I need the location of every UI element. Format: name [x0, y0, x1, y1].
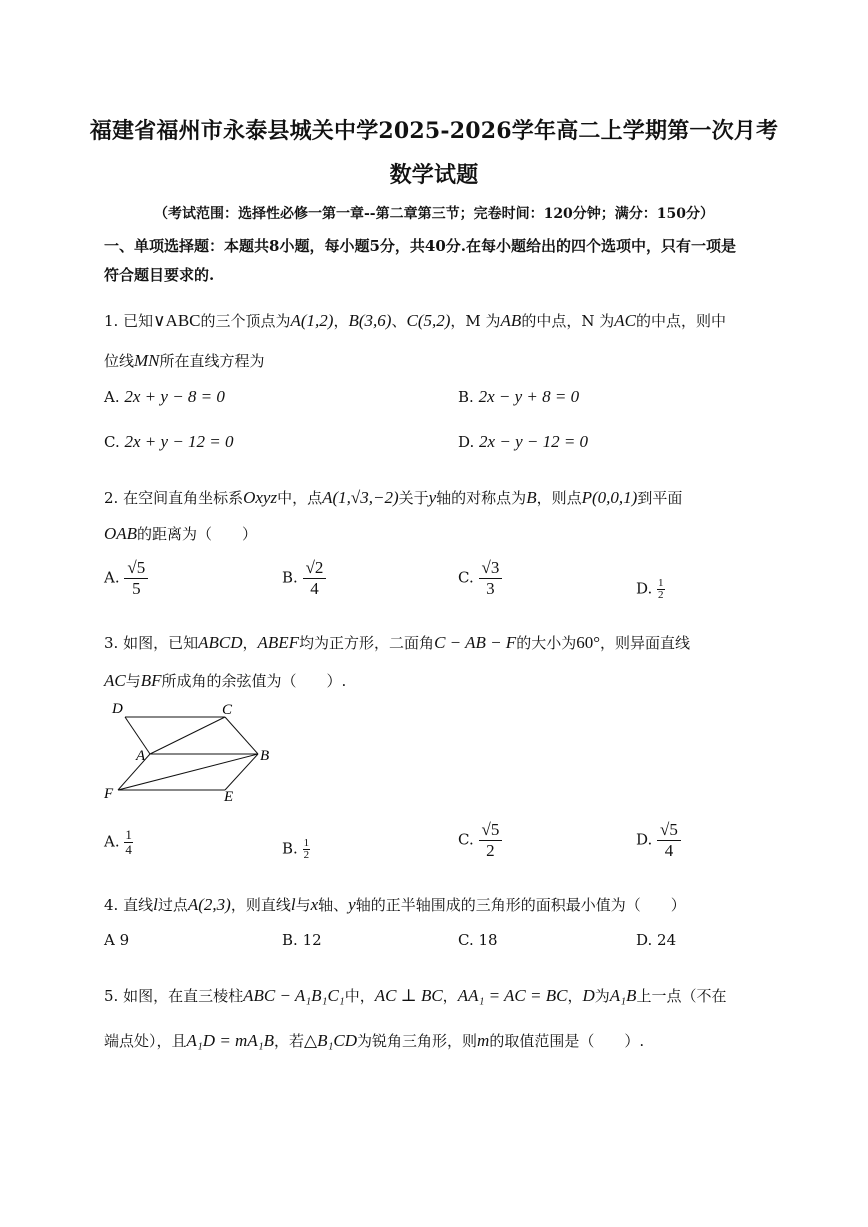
exam-title-line2: 数学试题	[389, 162, 479, 188]
label-e: E	[224, 789, 234, 805]
q4-option-d[interactable]: D. 24	[636, 931, 677, 949]
q3-line2: AC与BF所成角的余弦值为（ ）.	[104, 671, 347, 690]
fraction: $\frac{√5}{2}$	[479, 820, 503, 861]
fraction: $\frac{1}{2}$	[658, 577, 664, 601]
label-b: B	[260, 748, 270, 764]
fraction: $\frac{1}{4}$	[125, 827, 132, 857]
q4-option-c[interactable]: C. 18	[458, 931, 498, 949]
exam-meta: （考试范围：选择性必修一第一章--第二章第三节；完卷时间：120分钟；满分：150分）	[153, 206, 715, 222]
fraction: $\frac{√3}{3}$	[479, 558, 503, 599]
q4-option-a[interactable]: A 9	[104, 931, 130, 949]
q4-option-b[interactable]: B. 12	[282, 931, 322, 949]
q1-option-d[interactable]: D. 2x − y − 12 = 0	[458, 432, 589, 451]
exam-title-line1: 福建省福州市永泰县城关中学2025-2026学年高二上学期第一次月考	[89, 118, 779, 144]
q5-line1: 5. 如图，在直三棱柱ABC − A₁B₁C₁中，AC ⊥ BC，AA₁ = AC = BC，D为A₁B上一点（不在	[104, 986, 727, 1005]
q1-line2: 位线MN所在直线方程为	[104, 351, 265, 370]
q3-option-a[interactable]: A. $\frac{1}{4}$	[104, 827, 132, 857]
label-d: D	[112, 701, 123, 717]
q2-option-b[interactable]: B. $\frac{√2}{4}$	[282, 558, 326, 599]
q2-line1: 2. 在空间直角坐标系Oxyz中，点A(1,√3,−2)关于y轴的对称点为B，则点P(0,0,1)到平面	[104, 488, 683, 507]
label-c: C	[222, 702, 233, 718]
q2-option-c[interactable]: C. $\frac{√3}{3}$	[458, 558, 502, 599]
label-a: A	[136, 748, 146, 764]
q3-option-d[interactable]: D. $\frac{√5}{4}$	[636, 820, 681, 861]
q2-option-d[interactable]: D. $\frac{1}{2}$	[636, 577, 664, 601]
q3-option-b[interactable]: B. $\frac{1}{2}$	[282, 837, 310, 861]
fraction: $\frac{√5}{4}$	[657, 820, 681, 861]
q5-line2: 端点处），且A₁D = mA₁B，若△B₁CD为锐角三角形，则m的取值范围是（ ）.	[104, 1031, 645, 1050]
q2-line2: OAB的距离为（ ）	[104, 524, 258, 543]
q1-option-c[interactable]: C. 2x + y − 12 = 0	[104, 432, 234, 451]
q3-option-c[interactable]: C. $\frac{√5}{2}$	[458, 820, 502, 861]
q4-line1: 4. 直线l过点A(2,3)，则直线l与x轴、y轴的正半轴围成的三角形的面积最小值为（ ）	[104, 895, 686, 914]
fraction: $\frac{√5}{5}$	[124, 558, 148, 599]
q3-line1: 3. 如图，已知ABCD，ABEF均为正方形，二面角C − AB − F的大小为60°，则异面直线	[104, 633, 691, 652]
fraction: $\frac{√2}{4}$	[303, 558, 327, 599]
q1-line1: 1. 已知∨ABC的三个顶点为A(1,2)，B(3,6)、C(5,2)，M 为AB的中点，N 为AC的中点，则中	[104, 311, 726, 330]
q1-option-a[interactable]: A. 2x + y − 8 = 0	[104, 387, 225, 406]
q2-option-a[interactable]: A. $\frac{√5}{5}$	[104, 558, 148, 599]
label-f: F	[104, 786, 114, 802]
fraction: $\frac{1}{2}$	[303, 837, 310, 861]
q3-figure	[100, 698, 280, 808]
section-heading: 一、单项选择题：本题共8小题，每小题5分，共40分.在每小题给出的四个选项中，只有一项是 符合题目要求的.	[104, 237, 736, 284]
q1-option-b[interactable]: B. 2x − y + 8 = 0	[458, 387, 580, 406]
